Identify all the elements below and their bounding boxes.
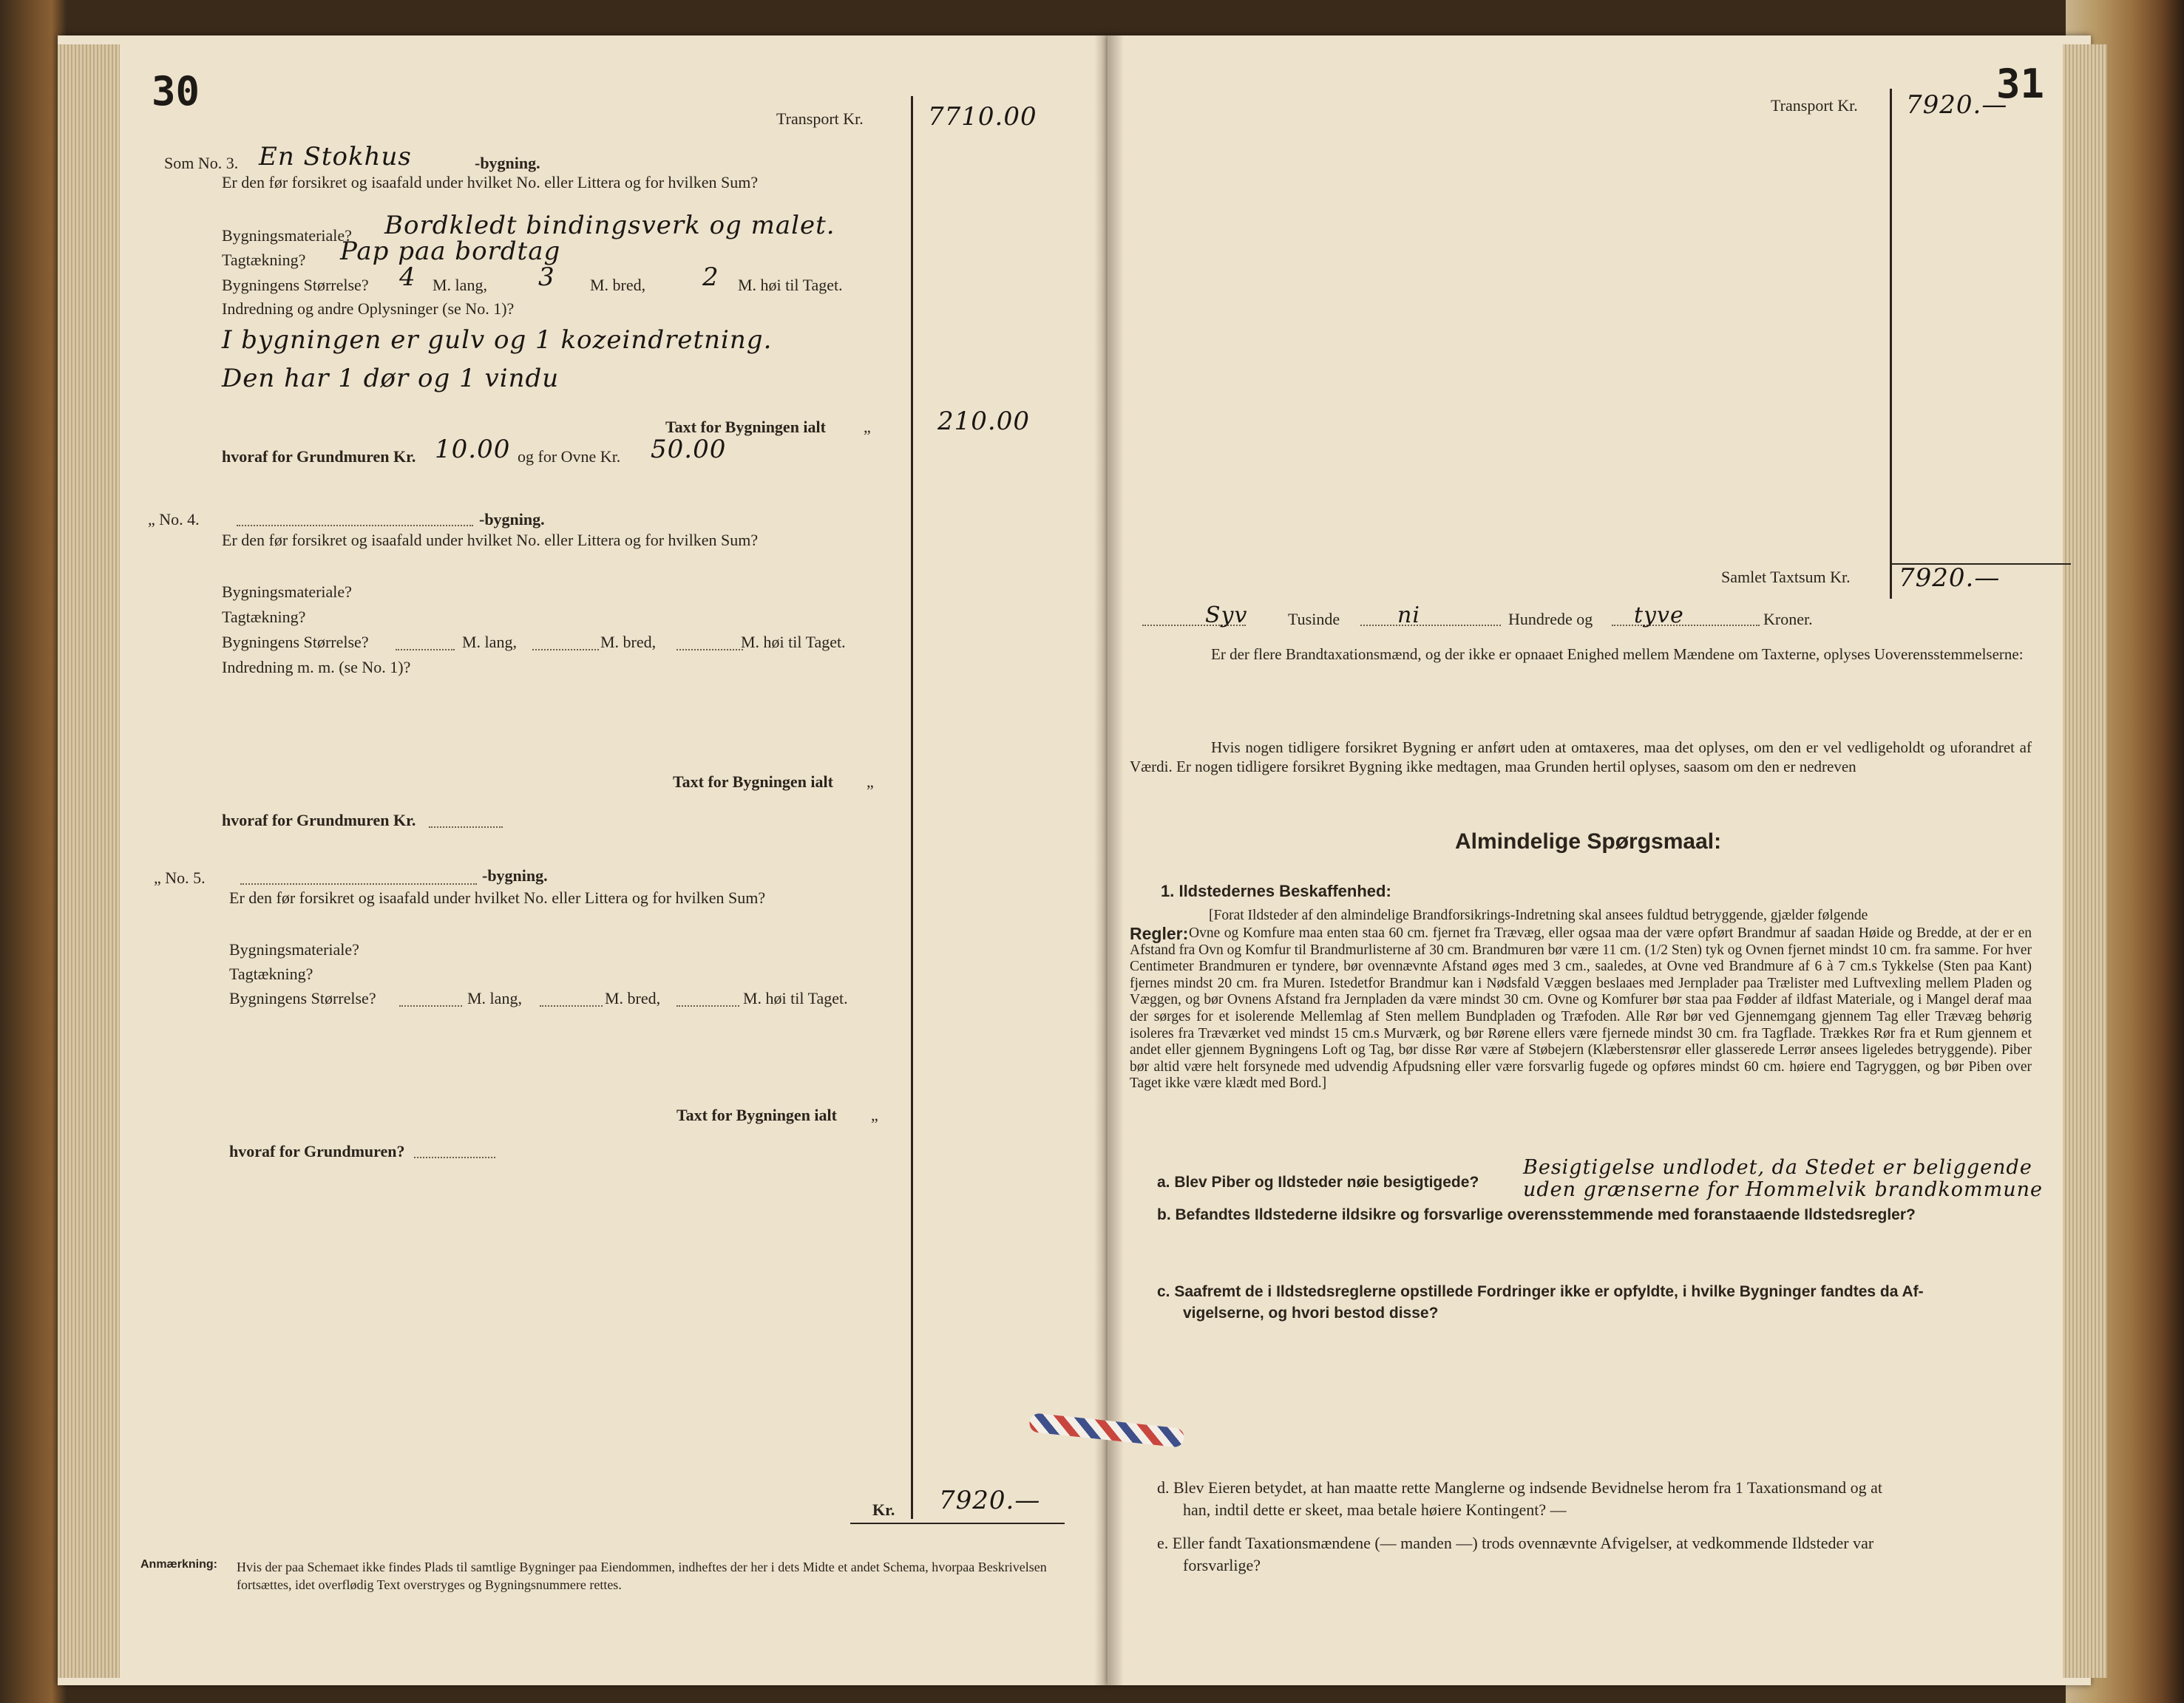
entry3-stove-value: 50.00 xyxy=(651,435,727,464)
right-page xyxy=(1108,35,2091,1685)
question-c-line2: vigelserne, og hvori bestod disse? xyxy=(1183,1305,1439,1322)
entry3-interior-line1: I bygningen er gulv og 1 kozeindretning. xyxy=(222,325,773,355)
entry3-material-label: Bygningsmateriale? xyxy=(222,226,352,245)
words-hundred-blank xyxy=(1360,625,1501,626)
entry4-height-blank xyxy=(676,649,743,650)
entry4-height-label: M. høi til Taget. xyxy=(741,633,846,651)
entry3-width-label: M. bred, xyxy=(590,276,646,294)
entry3-foundation-label: hvoraf for Grundmuren Kr. xyxy=(222,447,416,466)
question-d-line2: han, indtil dette er skeet, maa betale høiere Kontingent? — xyxy=(1183,1500,1567,1519)
question-e-line1: e. Eller fandt Taxationsmændene (— manden —) trods ovennævnte Afvigelser, at vedkommende Ildsteder var xyxy=(1157,1534,1874,1552)
kroner-label: Kroner. xyxy=(1763,610,1813,628)
entry4-question: Er den før forsikret og isaafald under hvilket No. eller Littera og for hvilken Sum? xyxy=(222,531,759,549)
entry5-building-suffix: -bygning. xyxy=(482,866,548,885)
words-rest: tyve xyxy=(1634,602,1684,628)
entry4-roof-label: Tagtækning? xyxy=(222,608,306,626)
question-e-line2: forsvarlige? xyxy=(1183,1556,1261,1574)
entry4-foundation-blank xyxy=(429,826,503,828)
entry5-question: Er den før forsikret og isaafald under hvilket No. eller Littera og for hvilken Sum? xyxy=(229,888,766,907)
rules-text: Ovne og Komfure maa enten staa 60 cm. fjernet fra Trævæg, eller ogsaa maa der være opført Brandmur af saadan Høide og Bredde, at der er en Afstand fra Ovn og Komfur til Brandmurlisterne af 30 cm. Brandmuren bør være 11 cm. (1/2 Sten) tyk og Ovnen fjernet mindst 10 cm. fra samme. For hver Centimeter Brandmuren er tyndere, bør ovennævnte Afstand øges med 3 cm., saaledes, at Ovne ved Brandmure af 6 à 7 cm.s Tykkelse (Sten paa Kant) fjernes mindst 20 cm. fra Muren. Istedetfor Brandmur kan i Nødsfald Væggen beslaaes med Jernplader paa Trælister med Luftvexling mellem Pladen og Væggen, og bør Ovnens Afstand fra Jernpladen da være mindst 30 cm. Ovne og Komfurer bør staa paa Fødder af ildfast Materiale, og i Mangel deraf maa der sørges for et isolerende Mellemlag af Sten mellem Bundpladen og Træfoden. Alle Rør bør ved Gjennemgang gjennem Tag eller Trævæg behørig isoleres fra Træværket ved mindst 15 cm.s Murværk, og bør Rørene ellers være fjernede mindst 30 cm. fra Tagflade. Trækkes Rør fra et Rum gjennem et andet eller gjennem Bygningens Loft og Tag, bør disse Rør være af Støbejern (Klæberstensrør eller glasserede Lerrør ansees ligeledes betryggende). Piber bør altid være helt forsynede med udvendig Afpudsning eller være forsvarlig fugede og opføres mindst 60 cm. høiere end Tagryggen, og bør Piben over Taget ikke være klædt med Bord.] xyxy=(1130,925,2032,1092)
entry3-prefix: Som No. 3. xyxy=(164,154,239,172)
question-b: b. Befandtes Ildstederne ildsikre og forsvarlige overensstemmende med foranstaaende Ildstedsregler? xyxy=(1157,1206,1916,1223)
entry4-size-label: Bygningens Størrelse? xyxy=(222,633,369,651)
left-total-label: Kr. xyxy=(872,1500,895,1519)
entry3-height: 2 xyxy=(702,262,719,292)
answer-a: Besigtigelse undlodet, da Stedet er beliggende uden grænserne for Hommelvik brandkommune xyxy=(1523,1156,2044,1201)
question-d-line1: d. Blev Eieren betydet, at han maatte rette Manglerne og indsende Bevidnelse herom fra 1 Taxationsmand og at xyxy=(1157,1478,1883,1497)
page-number-left: 30 xyxy=(152,68,200,115)
entry5-height-label: M. høi til Taget. xyxy=(743,989,848,1007)
entry5-foundation-label: hvoraf for Grundmuren? xyxy=(229,1142,405,1160)
entry3-size-label: Bygningens Størrelse? xyxy=(222,276,369,294)
entry3-width: 3 xyxy=(538,262,555,292)
entry5-width-blank xyxy=(540,1005,603,1007)
left-page xyxy=(58,35,1108,1685)
right-page-edge xyxy=(2063,44,2107,1678)
entry5-length-blank xyxy=(399,1005,462,1007)
entry5-name-blank xyxy=(240,883,477,885)
entry4-material-label: Bygningsmateriale? xyxy=(222,582,352,601)
entry3-interior-line2: Den har 1 dør og 1 vindu xyxy=(222,364,560,393)
para-disagreement: Er der flere Brandtaxationsmænd, og der ikke er opnaaet Enighed mellem Mændene om Taxterne, oplyses Uoverensstemmelserne: xyxy=(1211,645,2024,663)
entry3-tax-mark: „ xyxy=(864,418,871,436)
transport-value-right: 7920.— xyxy=(1906,90,2008,120)
entry3-roof-label: Tagtækning? xyxy=(222,251,306,269)
left-page-edge xyxy=(58,44,120,1678)
entry5-height-blank xyxy=(676,1005,739,1007)
page-number-right: 31 xyxy=(1996,61,2045,107)
entry5-roof-label: Tagtækning? xyxy=(229,965,313,983)
entry5-width-label: M. bred, xyxy=(605,989,661,1007)
rules-intro: [Forat Ildsteder af den almindelige Brandforsikrings-Indretning skal ansees fuldtud betryggende, gjælder følgende xyxy=(1209,908,1868,923)
entry4-building-suffix: -bygning. xyxy=(479,510,545,528)
entry3-interior-label: Indredning og andre Oplysninger (se No. 1)? xyxy=(222,299,515,318)
entry3-question: Er den før forsikret og isaafald under hvilket No. eller Littera og for hvilken Sum? xyxy=(222,173,759,191)
entry3-tax-label: Taxt for Bygningen ialt xyxy=(665,418,826,436)
entry3-building-suffix: -bygning. xyxy=(475,154,540,172)
transport-label-left: Transport Kr. xyxy=(776,109,864,128)
entry4-name-blank xyxy=(237,525,473,526)
words-hundred: ni xyxy=(1397,602,1420,628)
entry3-building-name: En Stokhus xyxy=(259,142,412,171)
entry4-prefix: „ No. 4. xyxy=(148,510,200,528)
entry5-size-label: Bygningens Størrelse? xyxy=(229,989,376,1007)
question-c-line1: c. Saafremt de i Ildstedsreglerne opstillede Fordringer ikke er opfyldte, i hvilke Bygninger fandtes da Af- xyxy=(1157,1283,1924,1300)
entry5-prefix: „ No. 5. xyxy=(154,869,206,887)
entry4-interior-label: Indredning m. m. (se No. 1)? xyxy=(222,658,411,676)
entry3-height-label: M. høi til Taget. xyxy=(738,276,843,294)
entry4-length-blank xyxy=(396,649,455,650)
entry3-tax-value: 210.00 xyxy=(937,407,1030,436)
entry3-stove-label: og for Ovne Kr. xyxy=(518,447,621,466)
entry3-length: 4 xyxy=(399,262,416,292)
entry5-length-label: M. lang, xyxy=(467,989,522,1007)
remark-label: Anmærkning: xyxy=(140,1558,217,1571)
entry4-tax-label: Taxt for Bygningen ialt xyxy=(673,772,833,791)
right-total-label: Samlet Taxtsum Kr. xyxy=(1721,568,1851,586)
left-total-value: 7920.— xyxy=(939,1486,1041,1515)
entry5-material-label: Bygningsmateriale? xyxy=(229,940,359,959)
entry4-foundation-label: hvoraf for Grundmuren Kr. xyxy=(222,811,416,829)
entry4-length-label: M. lang, xyxy=(462,633,517,651)
amount-column-line-left xyxy=(911,96,913,1519)
left-total-rule xyxy=(850,1523,1065,1524)
entry5-tax-mark: „ xyxy=(871,1106,878,1124)
right-total-value: 7920.— xyxy=(1899,563,2001,593)
para-previous-insured: Hvis nogen tidligere forsikret Bygning er anført uden at omtaxeres, maa det oplyses, om den er vel vedligeholdt og uforandret af Værdi. Er nogen tidligere forsikret Bygning ikke medtagen, maa Grunden hertil oplyses, saasom om den er nedreven xyxy=(1130,738,2032,775)
entry4-width-label: M. bred, xyxy=(600,633,657,651)
general-questions-heading: Almindelige Spørgsmaal: xyxy=(1455,829,1722,854)
entry5-tax-label: Taxt for Bygningen ialt xyxy=(676,1106,837,1124)
entry3-roof-value: Pap paa bordtag xyxy=(340,237,561,266)
entry3-foundation-value: 10.00 xyxy=(435,435,511,464)
remark-text: Hvis der paa Schemaet ikke findes Plads til samtlige Bygninger paa Eiendommen, indheftes der her i dets Midte et andet Schema, hvorpaa Beskrivelsen fortsættes, idet overflødig Text overstryges og Bygningsnummere rettes. xyxy=(237,1560,1047,1592)
section1-heading: 1. Ildstedernes Beskaffenhed: xyxy=(1161,882,1391,900)
transport-label-right: Transport Kr. xyxy=(1771,96,1858,115)
thousand-label: Tusinde xyxy=(1288,610,1340,628)
rules-label: Regler: xyxy=(1130,924,1189,943)
entry5-foundation-blank xyxy=(414,1157,495,1158)
amount-column-line-right xyxy=(1890,89,1892,599)
entry4-tax-mark: „ xyxy=(867,772,874,791)
transport-value-left: 7710.00 xyxy=(928,102,1037,132)
entry3-material-value: Bordkledt bindingsverk og malet. xyxy=(384,211,835,240)
words-thousand: Syv xyxy=(1205,602,1248,628)
entry4-width-blank xyxy=(532,649,599,650)
question-a: a. Blev Piber og Ildsteder nøie besigtigede? xyxy=(1157,1174,1479,1191)
hundred-label: Hundrede og xyxy=(1508,610,1593,628)
entry3-length-label: M. lang, xyxy=(433,276,487,294)
